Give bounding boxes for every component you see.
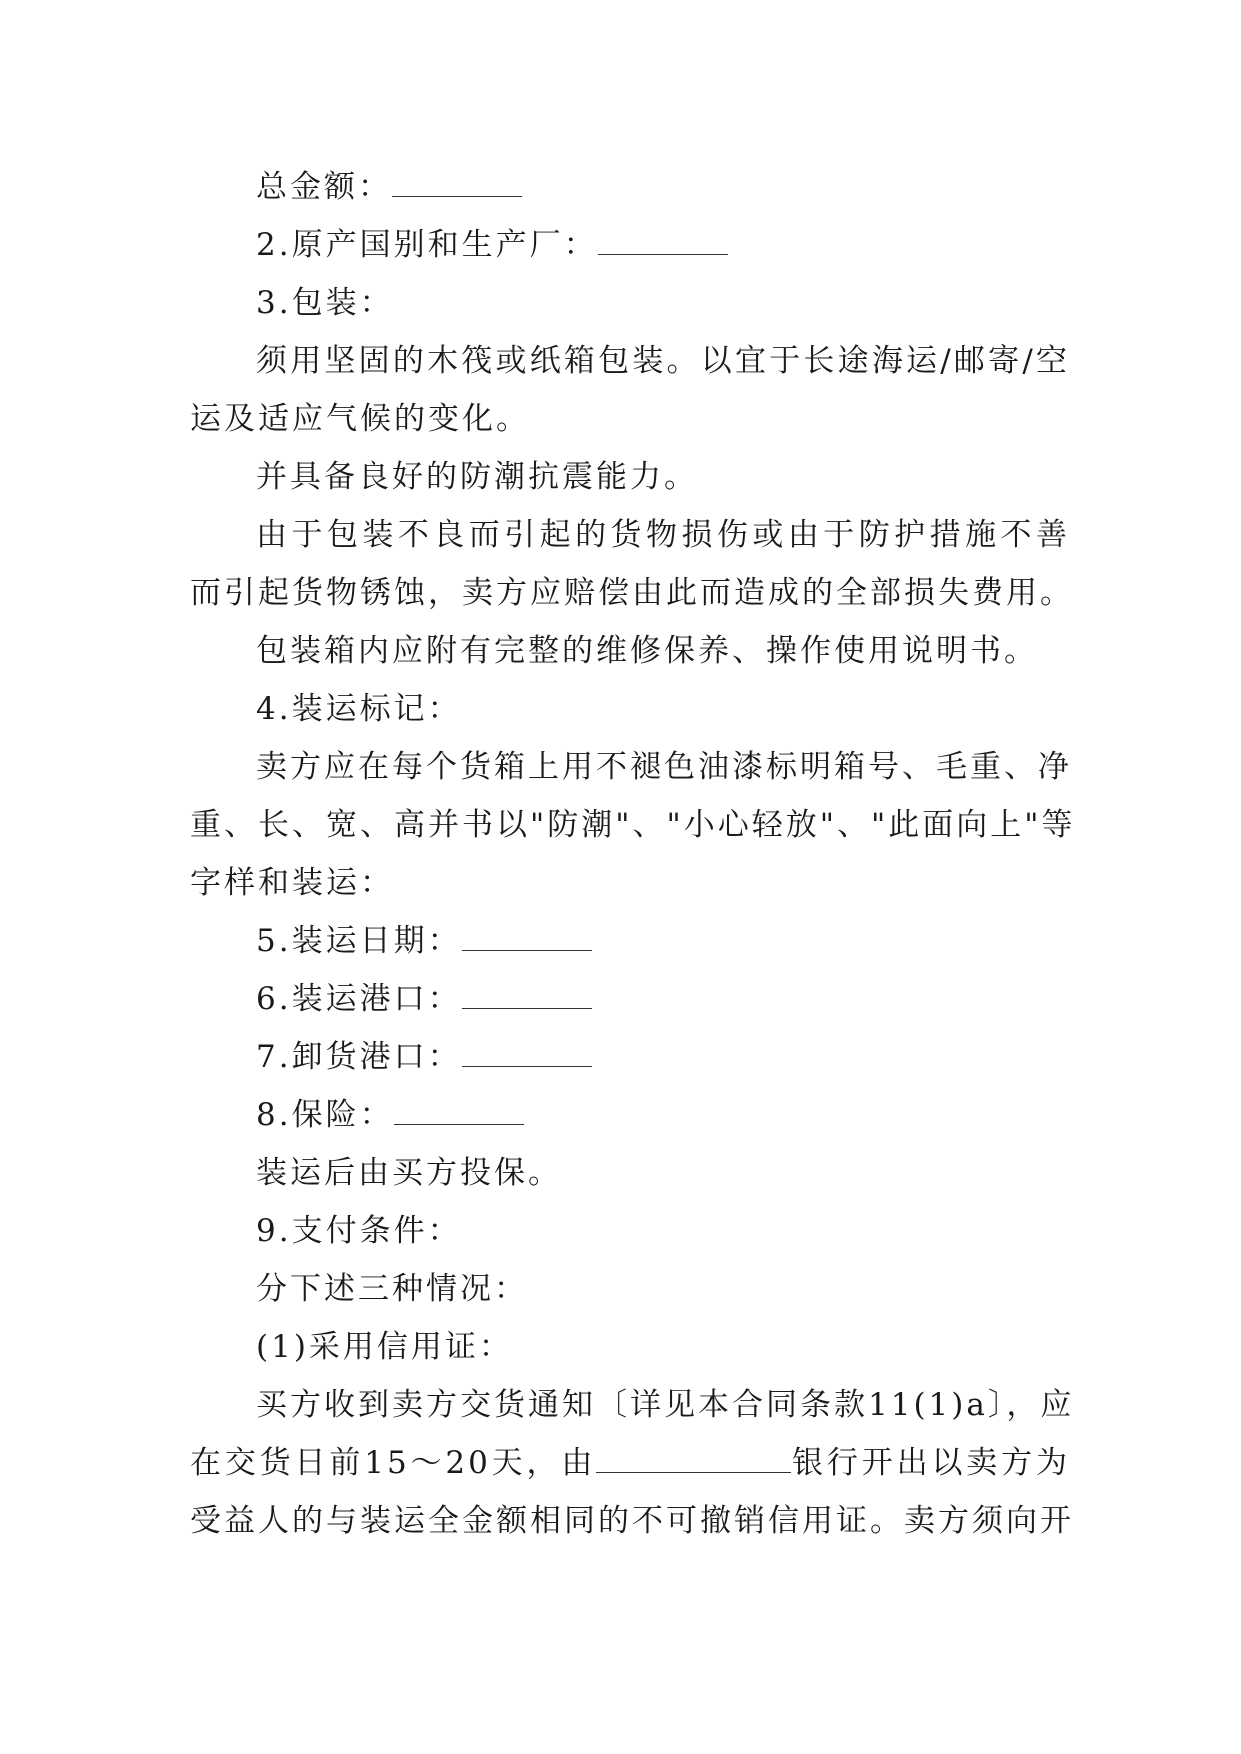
payment-terms-heading: 9.支付条件： — [256, 1213, 462, 1249]
lc-line-2-end: 银行开出以卖方为 — [791, 1445, 1070, 1481]
insurance-blank — [394, 1100, 524, 1125]
damage-paragraph-line-2: 而引起货物锈蚀，卖方应赔偿由此而造成的全部损失费用。 — [190, 575, 1074, 611]
discharge-port-blank — [462, 1042, 592, 1067]
shipping-marks-heading: 4.装运标记： — [256, 691, 462, 727]
manual-paragraph: 包装箱内应附有完整的维修保养、操作使用说明书。 — [256, 633, 1038, 669]
total-amount-line — [190, 158, 1070, 216]
moisture-proof-paragraph: 并具备良好的防潮抗震能力。 — [256, 459, 698, 495]
loading-port-line — [190, 970, 1070, 1028]
discharge-port-label: 7.卸货港口： — [256, 1039, 462, 1075]
total-amount-blank — [392, 172, 522, 197]
loading-port-blank — [462, 984, 592, 1009]
origin-line — [190, 216, 1070, 274]
total-amount-label: 总金额： — [256, 169, 392, 205]
insurance-label: 8.保险： — [256, 1097, 394, 1133]
lc-paragraph-line-2 — [190, 1434, 1070, 1492]
shipment-date-label: 5.装运日期： — [256, 923, 462, 959]
shipment-date-line — [190, 912, 1070, 970]
packing-paragraph-line-2: 运及适应气候的变化。 — [190, 401, 530, 437]
insurance-line — [190, 1086, 1070, 1144]
origin-blank — [598, 230, 728, 255]
marks-paragraph-line-1: 卖方应在每个货箱上用不褪色油漆标明箱号、毛重、净 — [256, 749, 1072, 785]
discharge-port-line — [190, 1028, 1070, 1086]
payment-cases-paragraph: 分下述三种情况： — [256, 1271, 528, 1307]
damage-paragraph-line-1: 由于包装不良而引起的货物损伤或由于防护措施不善 — [256, 517, 1070, 553]
shipment-date-blank — [462, 926, 592, 951]
letter-of-credit-heading: (1)采用信用证： — [256, 1329, 513, 1365]
lc-paragraph-line-3: 受益人的与装运全金额相同的不可撤销信用证。卖方须向开 — [190, 1503, 1074, 1539]
marks-paragraph-line-2: 重、长、宽、高并书以"防潮"、"小心轻放"、"此面向上"等 — [190, 807, 1076, 843]
marks-paragraph-line-3: 字样和装运： — [190, 865, 394, 901]
lc-paragraph-line-1: 买方收到卖方交货通知〔详见本合同条款11(1)a〕，应 — [256, 1387, 1075, 1423]
loading-port-label: 6.装运港口： — [256, 981, 462, 1017]
bank-name-blank — [596, 1448, 791, 1473]
insurance-paragraph: 装运后由买方投保。 — [256, 1155, 562, 1191]
lc-line-2-start: 在交货日前15～20天，由 — [190, 1445, 597, 1481]
packing-paragraph-line-1: 须用坚固的木筏或纸箱包装。以宜于长途海运/邮寄/空 — [256, 343, 1070, 379]
origin-label: 2.原产国别和生产厂： — [256, 227, 598, 263]
packing-heading: 3.包装： — [256, 285, 394, 321]
contract-body — [190, 158, 1076, 1550]
